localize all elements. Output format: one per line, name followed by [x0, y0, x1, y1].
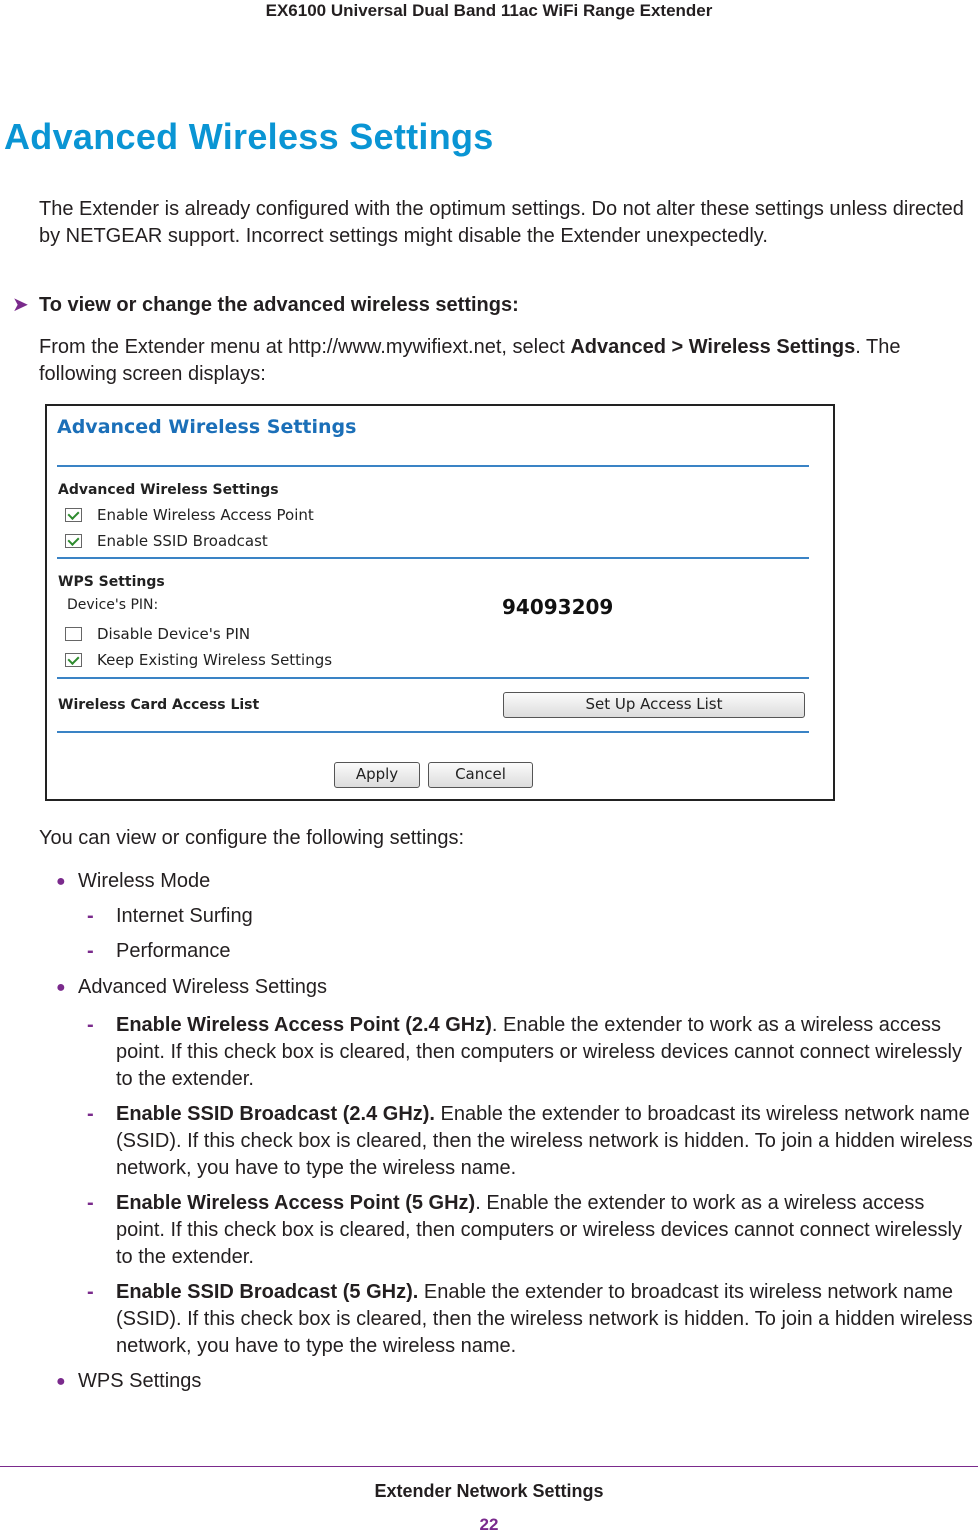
- divider: [57, 677, 809, 679]
- enable-access-point-label: Enable Wireless Access Point: [97, 506, 314, 524]
- divider: [57, 731, 809, 733]
- divider: [57, 465, 809, 467]
- task-heading-text: To view or change the advanced wireless settings:: [39, 294, 519, 316]
- screenshot-title: Advanced Wireless Settings: [57, 416, 357, 438]
- setting-description: Enable the extender to broadcast its wireless network name (SSID). If this check box is cleared, then the wireless network is hidden. To join a hidden wireless network, you have to type the wireless name.: [116, 1281, 973, 1357]
- device-pin-label: Device's PIN:: [67, 597, 159, 613]
- enable-access-point-row[interactable]: [65, 506, 314, 524]
- disable-pin-row[interactable]: [65, 625, 250, 643]
- setting-description: Enable the extender to broadcast its wireless network name (SSID). If this check box is cleared, then the wireless network is hidden. To join a hidden wireless network, you have to type the wireless name.: [116, 1103, 973, 1179]
- setting-term: Enable Wireless Access Point (5 GHz): [116, 1192, 476, 1214]
- list-item: Advanced Wireless Settings: [78, 976, 328, 998]
- footer-chapter: Extender Network Settings: [374, 1481, 604, 1501]
- setting-description: . Enable the extender to work as a wireless access point. If this check box is cleared, then computers or wireless devices cannot connect wirelessly to the extender.: [116, 1192, 962, 1268]
- bullet-icon: ●: [56, 1373, 66, 1390]
- group-heading-wps: WPS Settings: [58, 574, 165, 590]
- setting-term: Enable SSID Broadcast (2.4 GHz).: [116, 1103, 435, 1125]
- footer-divider: [0, 1466, 978, 1467]
- intro-paragraph: The Extender is already configured with the optimum settings. Do not alter these settings unless directed by NETGEAR support. Incorrect settings might disable the Extender unexpectedly.: [39, 198, 964, 247]
- task-heading: [12, 292, 519, 317]
- keep-settings-label: Keep Existing Wireless Settings: [97, 651, 333, 669]
- apply-button[interactable]: Apply: [334, 762, 420, 788]
- running-header: EX6100 Universal Dual Band 11ac WiFi Range Extender: [265, 1, 713, 20]
- list-item: Performance: [116, 940, 231, 962]
- steps-menu-path: Advanced > Wireless Settings: [570, 336, 856, 358]
- cancel-button[interactable]: Cancel: [428, 762, 533, 788]
- list-item: [116, 1012, 974, 1093]
- list-item: WPS Settings: [78, 1370, 202, 1392]
- enable-ssid-row[interactable]: [65, 532, 268, 550]
- dash-icon: -: [87, 905, 94, 927]
- divider: [57, 557, 809, 559]
- enable-ssid-label: Enable SSID Broadcast: [97, 532, 268, 550]
- settings-screenshot: [45, 404, 835, 801]
- disable-pin-label: Disable Device's PIN: [97, 625, 251, 643]
- set-up-access-list-button[interactable]: Set Up Access List: [503, 692, 805, 718]
- disable-pin-checkbox[interactable]: [65, 627, 82, 641]
- setting-term: Enable Wireless Access Point (2.4 GHz): [116, 1014, 492, 1036]
- list-item: Internet Surfing: [116, 905, 253, 927]
- group-heading-advanced: Advanced Wireless Settings: [58, 482, 279, 498]
- page-number: 22: [479, 1515, 499, 1534]
- setting-description: . Enable the extender to work as a wireless access point. If this check box is cleared, then computers or wireless devices cannot connect wirelessly to the extender.: [116, 1014, 962, 1090]
- list-item: Wireless Mode: [78, 870, 211, 892]
- arrow-right-icon: ➤: [12, 294, 29, 316]
- list-item: [116, 1279, 974, 1360]
- setting-term: Enable SSID Broadcast (5 GHz).: [116, 1281, 419, 1303]
- page-title: Advanced Wireless Settings: [4, 116, 494, 157]
- keep-settings-checkbox[interactable]: [65, 653, 82, 667]
- enable-access-point-checkbox[interactable]: [65, 508, 82, 522]
- bullet-icon: ●: [56, 873, 66, 890]
- dash-icon: -: [87, 940, 94, 962]
- steps-paragraph: [39, 334, 974, 388]
- list-item: [116, 1101, 974, 1182]
- enable-ssid-checkbox[interactable]: [65, 534, 82, 548]
- dash-icon: -: [87, 1192, 94, 1214]
- dash-icon: -: [87, 1014, 94, 1036]
- group-heading-access-list: Wireless Card Access List: [58, 697, 260, 713]
- steps-prefix: From the Extender menu at http://www.mywifiext.net, select: [39, 336, 571, 358]
- dash-icon: -: [87, 1281, 94, 1303]
- keep-settings-row[interactable]: [65, 651, 332, 669]
- steps-suffix: . The following screen displays:: [39, 336, 901, 385]
- dash-icon: -: [87, 1103, 94, 1125]
- settings-lead: You can view or configure the following settings:: [39, 827, 465, 849]
- bullet-icon: ●: [56, 979, 66, 996]
- device-pin-value: 94093209: [502, 595, 614, 619]
- list-item: [116, 1190, 974, 1271]
